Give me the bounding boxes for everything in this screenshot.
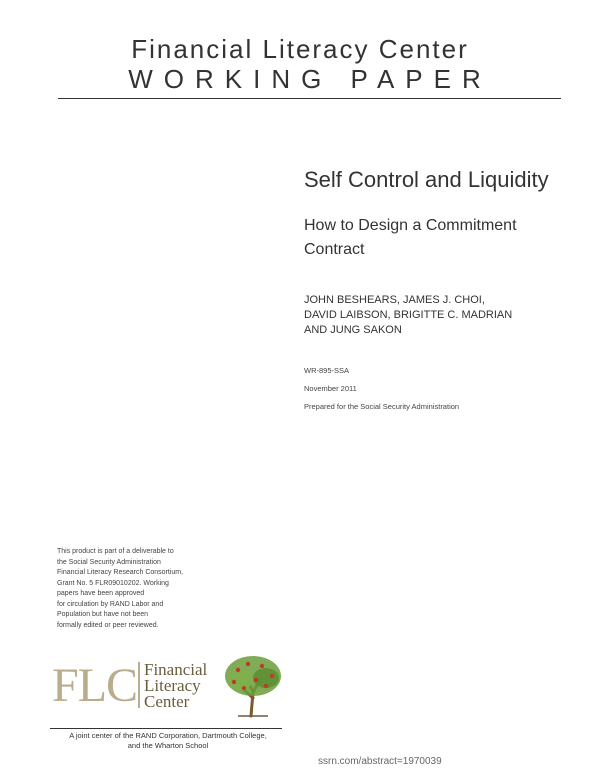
prepared-for-note: Prepared for the Social Security Administration — [304, 402, 460, 411]
author-line: AND JUNG SAKON — [304, 324, 402, 336]
disclaimer-line: for circulation by RAND Labor and — [57, 600, 164, 608]
logo-name-line: Center — [144, 692, 190, 711]
paper-title: Self Control and Liquidity — [304, 167, 549, 192]
disclaimer-line: formally edited or peer reviewed. — [57, 621, 159, 629]
disclaimer-line: Grant No. 5 FLR09010202. Working — [57, 579, 169, 587]
joint-center-note — [50, 731, 286, 751]
joint-center-line: A joint center of the RAND Corporation, Dartmouth College, — [69, 731, 267, 740]
masthead-center-name: Financial Literacy Center — [131, 34, 469, 64]
ssrn-reference: ssrn.com/abstract=1970039 — [318, 756, 442, 767]
publication-date: November 2011 — [304, 384, 357, 393]
joint-center-line: and the Wharton School — [127, 741, 209, 750]
report-number: WR-895-SSA — [304, 366, 350, 375]
paper-subtitle: How to Design a Commitment Contract — [304, 217, 517, 258]
flc-logo — [50, 656, 290, 716]
author-list — [304, 293, 564, 338]
logo-name-line: Literacy — [144, 676, 201, 695]
tree-icon — [218, 652, 288, 718]
author-line: DAVID LAIBSON, BRIGITTE C. MADRIAN — [304, 309, 513, 321]
masthead-divider — [58, 98, 561, 99]
flc-logo-letters: FLC — [52, 659, 138, 712]
logo-name-line: Financial — [144, 660, 208, 679]
disclaimer-note — [57, 547, 207, 631]
logo-divider — [138, 662, 140, 708]
disclaimer-line: Financial Literacy Research Consortium, — [57, 569, 184, 576]
flc-logo-name — [144, 662, 207, 710]
author-line: JOHN BESHEARS, JAMES J. CHOI, — [304, 294, 485, 306]
disclaimer-line: papers have been approved — [57, 590, 145, 597]
disclaimer-line: Population but have not been — [57, 611, 149, 618]
masthead-working-paper: WORKING PAPER — [128, 64, 492, 94]
disclaimer-line: This product is part of a deliverable to — [57, 548, 174, 555]
disclaimer-line: the Social Security Administration — [57, 558, 161, 566]
joint-center-divider — [50, 728, 282, 729]
